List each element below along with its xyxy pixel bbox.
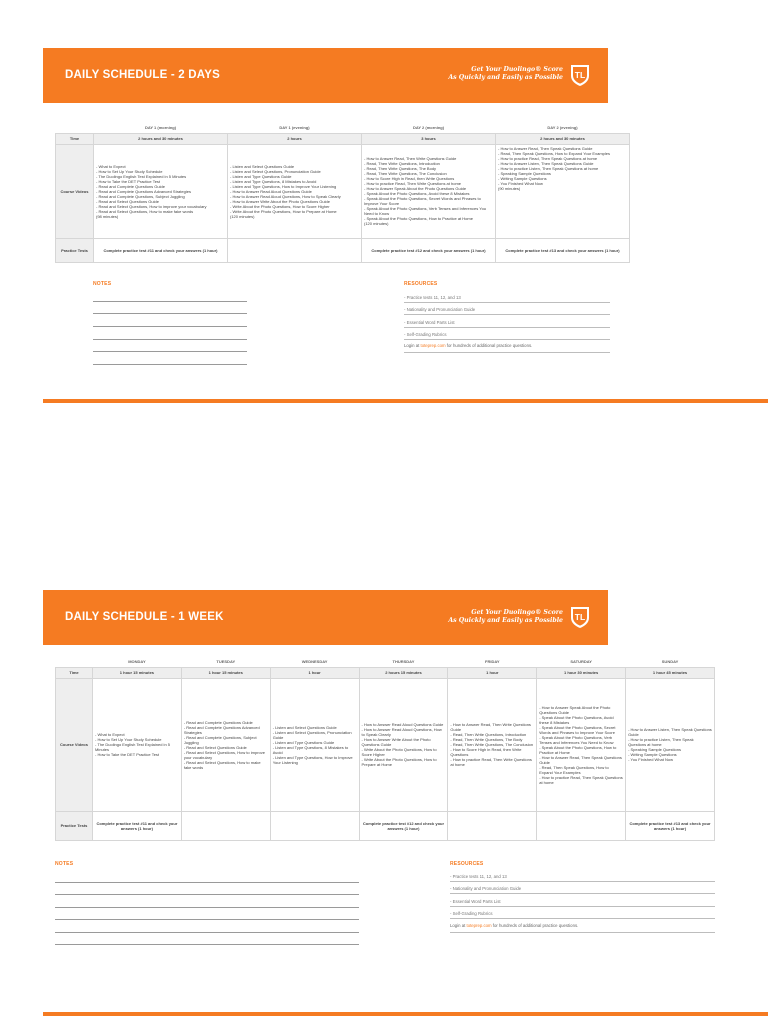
note-line [93,301,247,302]
note-line [55,919,359,920]
time-cell: 1 hour 30 minutes [537,667,626,678]
banner-1-week [43,590,608,645]
schedule-table-1-week [55,656,715,841]
tagline-line-1: Get Your Duolingo® Score [471,609,563,616]
day-header: DAY 2 (evening) [547,124,578,130]
practice-cell: Complete practice test #13 and check your answers (1 hour) [496,238,630,262]
note-line [93,364,247,365]
day-header: TUESDAY [216,658,236,664]
practice-cell [181,811,270,840]
notes-label: NOTES [93,281,112,287]
videos-cell: - How to Answer Listen, Then Speak Questions Guide - How to practice Listen, Then Speak Questions at home - Speaking Sample Questions - Writing Sample Questions - You Finished What Now [626,678,715,811]
tagline-line-2: As Quickly and Easily as Possible [448,74,563,81]
corner-cell [56,656,93,667]
practice-cell: Complete practice test #11 and check your answers (1 hour) [94,238,228,262]
time-row-label: Time [56,133,94,144]
banner-2-days [43,48,608,103]
videos-cell: - How to Answer Read Aloud Questions Guide - How to Answer Read Aloud Questions, How to Speak Clearly - How to Answer Write About the Photo Questions Guide - Write About the Photo Questions, How to Score Higher - Write About the Photo Questions, How to Prepare at Home [359,678,448,811]
time-cell: 1 hour [270,667,359,678]
practice-cell [270,811,359,840]
time-cell: 1 hour [448,667,537,678]
videos-cell: - How to Answer Speak About the Photo Questions Guide - Speak About the Photo Questions, Avoid these 8 Mistakes - Speak About the Photo Questions, Secret Words and Phrases to Improve Your Score - Speak About the Photo Questions, Verb Tenses and Inferences You Need to Know - Speak About the Photo Questions, How to Practice at Home - How to Answer Read, Then Speak Questions Guide - Read, Then Speak Questions, How to Expand Your Examples - How to practice Read, Then Speak Questions at home [537,678,626,811]
practice-row-label: Practice Tests [56,811,93,840]
note-line [55,894,359,895]
day-header: FRIDAY [485,658,500,664]
login-suffix: for hundreds of additional practice questions. [491,923,579,928]
day-header: DAY 2 (morning) [412,124,445,130]
day-header: THURSDAY [392,658,415,664]
time-cell: 2 hours [228,133,362,144]
note-line [55,907,359,908]
time-cell: 2 hours 15 minutes [359,667,448,678]
day-header: WEDNESDAY [301,658,328,664]
day-header: DAY 1 (evening) [279,124,310,130]
resource-item: - Self-Grading Rubrics [404,332,610,340]
tagline-line-2: As Quickly and Easily as Possible [448,617,563,624]
time-cell: 3 hours [362,133,496,144]
schedule-table-2-days [55,122,630,263]
logo-text: TL [574,612,586,622]
videos-cell: - Read and Complete Questions Guide - Read and Complete Questions Advanced Strategies - Read and Complete Questions, Subject Juggling - Read and Select Questions Guide - Read and Select Questions, How to improve your vocabulary - Read and Select Questions, How to make fake words [181,678,270,811]
login-suffix: for hundreds of additional practice questions. [445,343,533,348]
videos-cell: - How to Answer Read, Then Write Questions Guide - Read, Then Write Questions, Introduction - Read, Then Write Questions, The Body - Read, Then Write Questions, The Conclusion - How to Score High in Read, then Write Questions - How to practice Read, Then Write Questions at home [448,678,537,811]
login-note [404,343,610,348]
time-cell: 1 hour 45 minutes [626,667,715,678]
resource-item: - Essential Word Parts List [404,320,610,328]
login-link[interactable]: toteprep.com [420,343,446,348]
note-line [55,932,359,933]
videos-cell: - How to Answer Read, Then Speak Questions Guide - Read, Then Speak Questions, How to Expand Your Examples - How to practice Read, Then Speak Questions at home - How to Answer Listen, Then Speak Questions Guide - How to practice Listen, Then Speak Questions at home - Speaking Sample Questions - Writing Sample Questions - You Finished What Now (90 minutes) [496,144,630,238]
practice-row-label: Practice Tests [56,238,94,262]
brand-tagline [448,66,563,82]
practice-cell: Complete practice test #13 and check your answers (1 hour) [626,811,715,840]
resource-item: - Practice tests 11, 12, and 13 [450,874,715,882]
videos-row-label: Course Videos [56,678,93,811]
corner-cell [56,122,94,133]
login-link[interactable]: toteprep.com [466,923,492,928]
note-line [55,944,359,945]
time-cell: 1 hour 15 minutes [93,667,182,678]
resource-item: - Self-Grading Rubrics [450,911,715,919]
time-row-label: Time [56,667,93,678]
videos-cell: - What to Expect - How to Set Up Your Study Schedule - The Duolingo English Test Explained in 5 Minutes - How to Take the DET Practice Test - Read and Complete Questions Guide - Read and Complete Questions Advanced Strategies - Read and Complete Questions, Subject Juggling - Read and Select Questions Guide - Read and Select Questions, How to improve your vocabulary - Read and Select Questions, How to make fake words (98 minutes) [94,144,228,238]
time-cell: 2 hours and 30 minutes [496,133,630,144]
day-header: DAY 1 (morning) [144,124,177,130]
day-header: MONDAY [128,658,146,664]
login-rule [404,352,610,353]
notes-label: NOTES [55,861,74,867]
day-header: SATURDAY [570,658,592,664]
note-line [93,313,247,314]
resource-item: - Essential Word Parts List [450,899,715,907]
brand-shield-icon [569,605,591,629]
login-prefix: Login at [450,923,467,928]
videos-cell: - Listen and Select Questions Guide - Listen and Select Questions, Pronunciation Guide - Listen and Type Questions Guide - Listen and Type Questions, 8 Mistakes to Avoid - Listen and Type Questions, How to Improve Your Listening [270,678,359,811]
login-prefix: Login at [404,343,421,348]
resources-label: RESOURCES [450,861,484,867]
videos-cell: - Listen and Select Questions Guide - Listen and Select Questions, Pronunciation Guide - Listen and Type Questions Guide - Listen and Type Questions, 8 Mistakes to Avoid - Listen and Type Questions, How to Improve Your Listening - How to Answer Read Aloud Questions Guide - How to Answer Read Aloud Questions, How to Speak Clearly - How to Answer Write About the Photo Questions Guide - Write About the Photo Questions, How to Score Higher - Write About the Photo Questions, How to Prepare at Home (120 minutes) [228,144,362,238]
resource-item: - Nationality and Pronunciation Guide [404,307,610,315]
practice-cell: Complete practice test #12 and check your answers (1 hour) [359,811,448,840]
videos-row-label: Course Videos [56,144,94,238]
brand-shield-icon [569,63,591,87]
section-divider [43,399,768,403]
logo-text: TL [574,70,586,80]
tagline-line-1: Get Your Duolingo® Score [471,66,563,73]
section-divider [43,1012,768,1016]
login-note [450,923,715,928]
note-line [55,882,359,883]
login-rule [450,932,715,933]
videos-cell: - What to Expect - How to Set Up Your Study Schedule - The Duolingo English Test Explained in 5 Minutes - How to Take the DET Practice Test [93,678,182,811]
practice-cell [448,811,537,840]
note-line [93,326,247,327]
practice-cell [228,238,362,262]
brand-tagline [448,609,563,625]
videos-cell: - How to Answer Read, Then Write Questions Guide - Read, Then Write Questions, Introduction - Read, Then Write Questions, The Body - Read, Then Write Questions, The Conclusion - How to Score High in Read, then Write Questions - How to practice Read, Then Write Questions at home - How to Answer Speak About the Photo Questions Guide - Speak About the Photo Questions, Avoid these 8 Mistakes - Speak About the Photo Questions, Secret Words and Phrases to Improve Your Score - Speak About the Photo Questions, Verb Tenses and Inferences You Need to Know - Speak About the Photo Questions, How to Practice at Home (120 minutes) [362,144,496,238]
practice-cell: Complete practice test #11 and check your answers (1 hour) [93,811,182,840]
resources-label: RESOURCES [404,281,438,287]
note-line [93,339,247,340]
schedule-title: DAILY SCHEDULE - 1 WEEK [65,611,224,623]
time-cell: 1 hour 15 minutes [181,667,270,678]
resource-item: - Practice tests 11, 12, and 13 [404,295,610,303]
note-line [93,351,247,352]
practice-cell [537,811,626,840]
day-header: SUNDAY [661,658,679,664]
time-cell: 2 hours and 30 minutes [94,133,228,144]
resource-item: - Nationality and Pronunciation Guide [450,886,715,894]
practice-cell: Complete practice test #12 and check your answers (1 hour) [362,238,496,262]
schedule-title: DAILY SCHEDULE - 2 DAYS [65,69,220,81]
